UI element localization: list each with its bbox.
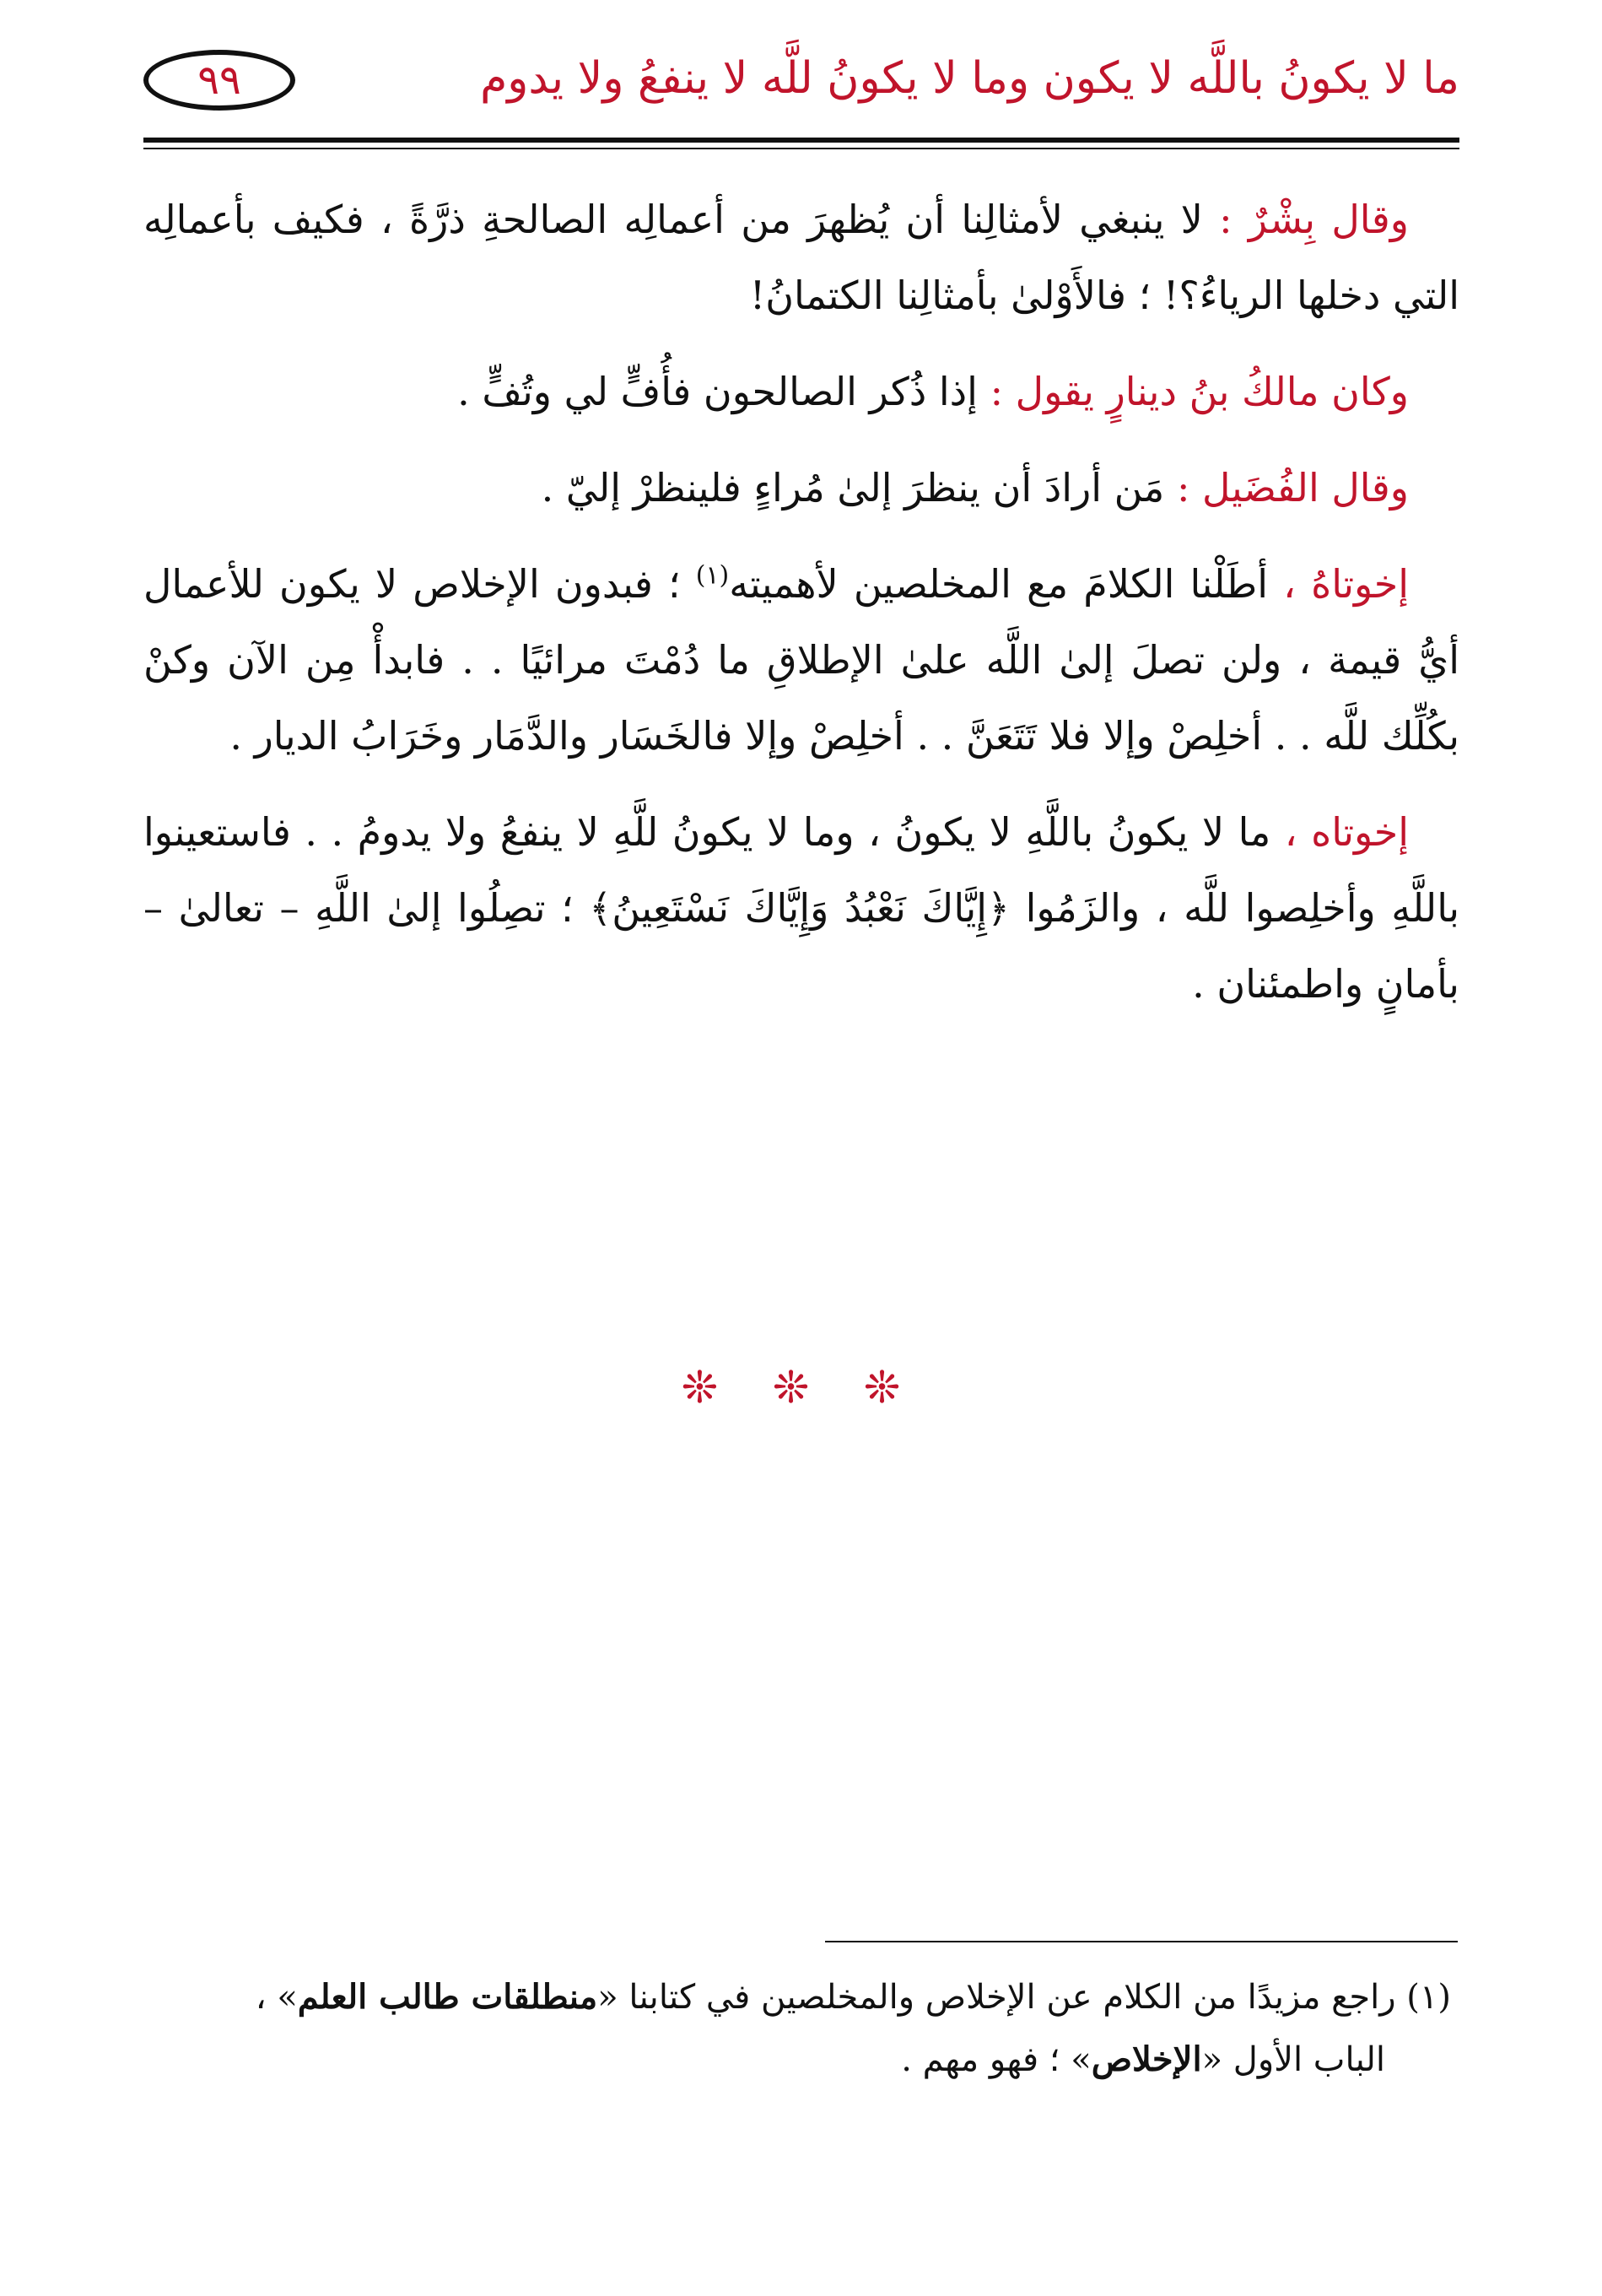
paragraph-text: إذا ذُكر الصالحون فأُفٍّ لي وتُفٍّ . (457, 369, 978, 414)
paragraph-text: أطَلْنا الكلامَ مع المخلصين لأهميته (729, 561, 1269, 607)
footnote (143, 1966, 1459, 2091)
header-rule-thick (143, 138, 1459, 143)
paragraph-bishr (143, 181, 1459, 333)
paragraph-text: مَن أرادَ أن ينظرَ إلىٰ مُراءٍ فلينظرْ إليّ . (541, 465, 1165, 511)
paragraph-text: ؛ تصِلُوا إلىٰ اللَّهِ – تعالىٰ – بأمانٍ واطمئنان . (143, 885, 1459, 1007)
paragraph-lead: إخوتاه ، (1284, 809, 1410, 855)
paragraph-text: ؛ فبدون الإخلاص لا يكون للأعمال أيُّ قيمة ، ولن تصلَ إلىٰ اللَّه علىٰ الإطلاقِ ما دُمْتَ مرائيًا . . فابدأْ مِن الآن وكنْ بكُلِّك للَّه . . أخلِصْ وإلا فلا تَتَعَنَّ . . أخلِصْ وإلا فالخَسَار والدَّمَار وخَرَابُ الديار . (143, 561, 1459, 759)
paragraph-lead: وقال بِشْرٌ : (1219, 197, 1409, 242)
footnote-line-1 (143, 1966, 1451, 2029)
footnote-reference[interactable]: (١) (695, 560, 730, 591)
paragraph-ikhlas (143, 546, 1459, 774)
footnote-text: » ، (255, 1978, 298, 2017)
paragraph-malik (143, 354, 1459, 429)
header-rule-thin (143, 148, 1459, 149)
section-separator: ❊ ❊ ❊ (681, 1363, 921, 1413)
footnote-line-2 (143, 2029, 1451, 2091)
paragraph-lead: وكان مالكُ بنُ دينارٍ يقول : (990, 369, 1409, 414)
footnote-rule (825, 1941, 1458, 1942)
footnote-chapter-title: الإخلاص (1091, 2039, 1202, 2079)
quran-verse: ﴿إِيَّاكَ نَعْبُدُ وَإِيَّاكَ نَسْتَعِينُ﴾ (589, 885, 1010, 931)
footnote-text: (١) راجع مزيدًا من الكلام عن الإخلاص والمخلصين في كتابنا « (597, 1978, 1451, 2017)
running-title: ما لا يكونُ باللَّه لا يكون وما لا يكونُ للَّه لا ينفعُ ولا يدوم (480, 53, 1459, 104)
paragraph-lead: إخوتاهُ ، (1283, 561, 1409, 607)
paragraph-conclusion (143, 794, 1459, 1022)
paragraph-fudayl (143, 450, 1459, 526)
paragraph-text: لا ينبغي لأمثالِنا أن يُظهرَ من أعمالِه الصالحةِ ذرَّةً ، فكيف بأعمالِه التي دخلها الرياءُ؟! ؛ فالأَوْلىٰ بأمثالِنا الكتمانُ! (143, 197, 1459, 318)
footnote-text: الباب الأول « (1201, 2040, 1385, 2079)
page-header (143, 46, 1459, 131)
page-number: ٩٩ (197, 57, 241, 104)
footnote-text: » ؛ فهو مهم . (901, 2040, 1092, 2079)
page-number-badge (143, 50, 295, 111)
paragraph-text: ما لا يكونُ باللَّهِ لا يكونُ ، وما لا يكونُ للَّهِ لا ينفعُ ولا يدومُ . . فاستعينوا باللَّهِ وأخلِصوا للَّه ، والزَمُوا (143, 809, 1460, 931)
main-text (143, 181, 1459, 1042)
paragraph-lead: وقال الفُضَيل : (1176, 465, 1409, 511)
footnote-book-title: منطلقات طالب العلم (297, 1977, 598, 2017)
